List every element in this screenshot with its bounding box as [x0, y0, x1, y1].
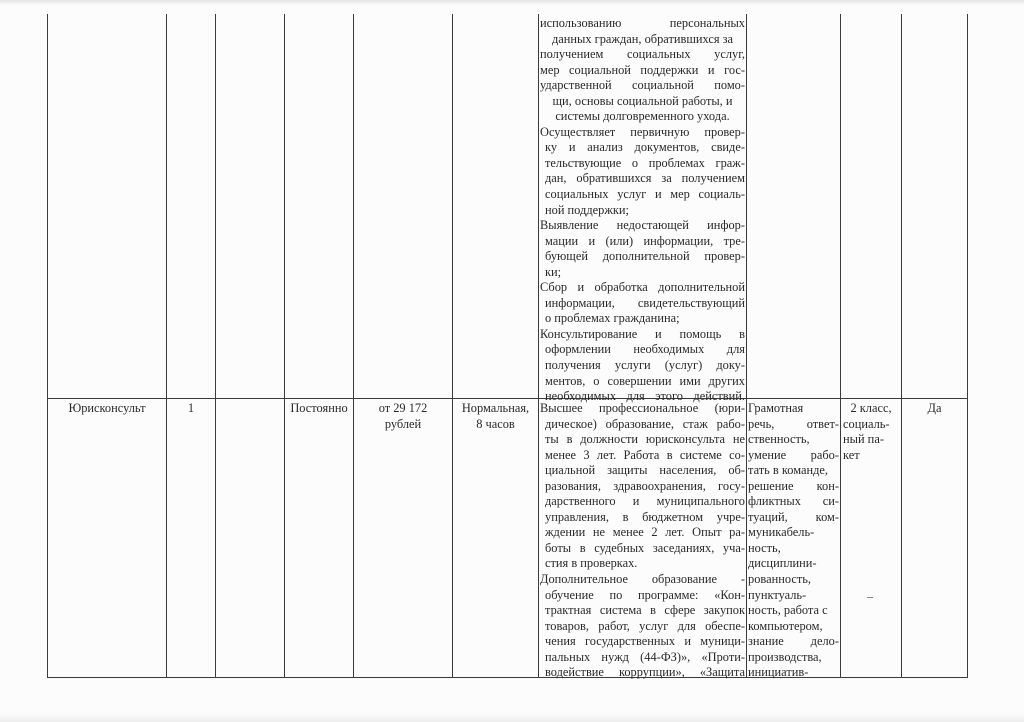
requirements-text-line: ку и анализ документов, свиде-: [545, 140, 745, 155]
requirements-text-line: необходимых для этого действий.: [545, 389, 745, 404]
requirements-text-line: системы долговременного ухода.: [555, 109, 730, 124]
column-divider: [353, 14, 354, 678]
requirements-text-line: получения услуги (услуг) доку-: [545, 358, 745, 373]
skills-text-line: дисциплини-: [748, 556, 817, 571]
requirements-text-line: бующей дополнительной провер-: [545, 249, 745, 264]
requirements-text-line: Выявление недостающей инфор-: [540, 218, 745, 233]
requirements-text-line: чения государственных и муници-: [545, 634, 745, 649]
requirements-text-line: о проблемах гражданина;: [545, 311, 680, 326]
requirements-text-line: социальных услуг и мер социаль-: [545, 187, 745, 202]
benefits-line: ный па-: [843, 432, 884, 447]
requirements-text-line: оформлении необходимых для: [545, 342, 745, 357]
salary-cell: [354, 401, 452, 432]
skills-text-line: фликтных си-: [748, 494, 839, 509]
requirements-text-line: товаров, работ, услуг для обеспе-: [545, 618, 745, 633]
requirements-text-line: ждении не менее 2 лет. Опыт ра-: [545, 525, 745, 540]
lawyer-skills-cell: [748, 401, 839, 681]
schedule-hours: 8 часов: [476, 416, 515, 431]
table-border-right: [967, 14, 968, 678]
requirements-text-line: Высшее профессиональное (юри-: [540, 401, 745, 415]
requirements-text-line: ударственной социальной помо-: [540, 78, 745, 93]
requirements-text-line: боты в судебных заседаниях, уча-: [545, 540, 745, 555]
skills-text-line: ность, работа с: [748, 603, 828, 618]
requirements-text-line: стия в проверках.: [545, 556, 638, 571]
column-divider: [538, 14, 539, 678]
prev-row-requirements-cell: [540, 16, 745, 405]
requirements-text-line: водействие коррупции», «Защита: [545, 665, 745, 680]
skills-text-line: решение кон-: [748, 478, 839, 493]
salary-currency: рублей: [384, 416, 422, 431]
benefits-line: кет: [843, 447, 860, 462]
scan-edge-bottom: [0, 714, 1024, 722]
column-divider: [166, 14, 167, 678]
requirements-text-line: тельствующие о проблемах граж-: [545, 155, 745, 170]
schedule-cell: [453, 401, 538, 432]
skills-text-line: речь, ответ-: [748, 416, 839, 431]
requirements-text-line: информации, свидетельствующий: [545, 295, 745, 310]
scan-edge-top: [0, 0, 1024, 5]
skills-text-line: муникабель-: [748, 525, 815, 540]
skills-text-line: инициатив-: [748, 665, 809, 680]
requirements-text-line: дан, обратившихся за получением: [545, 171, 745, 186]
requirements-text-line: мер социальной поддержки и гос-: [540, 62, 745, 77]
column-divider: [284, 14, 285, 678]
requirements-text-line: ментов, о совершении ими других: [545, 373, 745, 388]
benefits-line: 2 класс,: [850, 401, 892, 415]
vacancy-count: 1: [187, 401, 195, 415]
skills-text-line: ность,: [748, 540, 781, 555]
requirements-text-line: Сбор и обработка дополнительной: [540, 280, 745, 295]
requirements-text-line: получением социальных услуг,: [540, 47, 745, 62]
housing-cell: [902, 401, 967, 417]
schedule-type: Нормальная,: [461, 401, 530, 415]
employment-type: Постоянно: [290, 401, 348, 415]
count-cell: [167, 401, 215, 417]
salary-amount: от 29 172: [378, 401, 428, 415]
requirements-text-line: трактная система в сфере закупок: [545, 603, 745, 618]
position-cell: [48, 401, 166, 417]
skills-text-line: умение рабо-: [748, 447, 839, 462]
skills-text-line: пунктуаль-: [748, 587, 807, 602]
requirements-text-line: пальных нужд (44-ФЗ)», «Проти-: [545, 649, 745, 664]
column-divider: [746, 14, 747, 678]
column-divider: [452, 14, 453, 678]
housing-value: Да: [927, 401, 942, 415]
benefits-line: социаль-: [843, 416, 890, 431]
column-divider: [901, 14, 902, 678]
lawyer-requirements-cell: [540, 401, 745, 681]
skills-text-line: Грамотная: [748, 401, 804, 415]
requirements-text-line: ной поддержки;: [545, 202, 629, 217]
table-border-left: [47, 14, 48, 678]
requirements-text-line: обучение по программе: «Кон-: [545, 587, 745, 602]
skills-text-line: рованность,: [748, 572, 812, 587]
requirements-text-line: Осуществляет первичную провер-: [540, 124, 745, 139]
skills-text-line: ственность,: [748, 432, 810, 447]
stray-mark: [867, 597, 873, 598]
requirements-text-line: дическое) образование, стаж рабо-: [545, 416, 745, 431]
requirements-text-line: ты в должности юрисконсульта не: [545, 432, 745, 447]
requirements-text-line: мации и (или) информации, тре-: [545, 233, 745, 248]
skills-text-line: туаций, ком-: [748, 509, 839, 524]
requirements-text-line: использованию персональных: [540, 16, 745, 30]
employment-cell: [285, 401, 353, 417]
requirements-text-line: Консультирование и помощь в: [540, 326, 745, 341]
requirements-text-line: менее 3 лет. Работа в системе со-: [545, 447, 745, 462]
skills-text-line: знание дело-: [748, 634, 839, 649]
skills-text-line: тать в команде,: [748, 463, 828, 478]
position-name: Юрисконсульт: [68, 401, 146, 415]
requirements-text-line: разования, здравоохранения, госу-: [545, 478, 745, 493]
row-divider: [47, 398, 968, 399]
column-divider: [840, 14, 841, 678]
skills-text-line: производства,: [748, 649, 822, 664]
requirements-text-line: управления, в бюджетном учре-: [545, 509, 745, 524]
requirements-text-line: данных граждан, обратившихся за: [551, 31, 734, 46]
requirements-text-line: Дополнительное образование -: [540, 572, 745, 587]
requirements-text-line: щи, основы социальной работы, и: [552, 93, 733, 108]
benefits-cell: [841, 401, 901, 463]
requirements-text-line: дарственного и муниципального: [545, 494, 745, 509]
requirements-text-line: циальной защиты населения, об-: [545, 463, 745, 478]
column-divider: [215, 14, 216, 678]
skills-text-line: компьютером,: [748, 618, 823, 633]
requirements-text-line: ки;: [545, 264, 562, 279]
